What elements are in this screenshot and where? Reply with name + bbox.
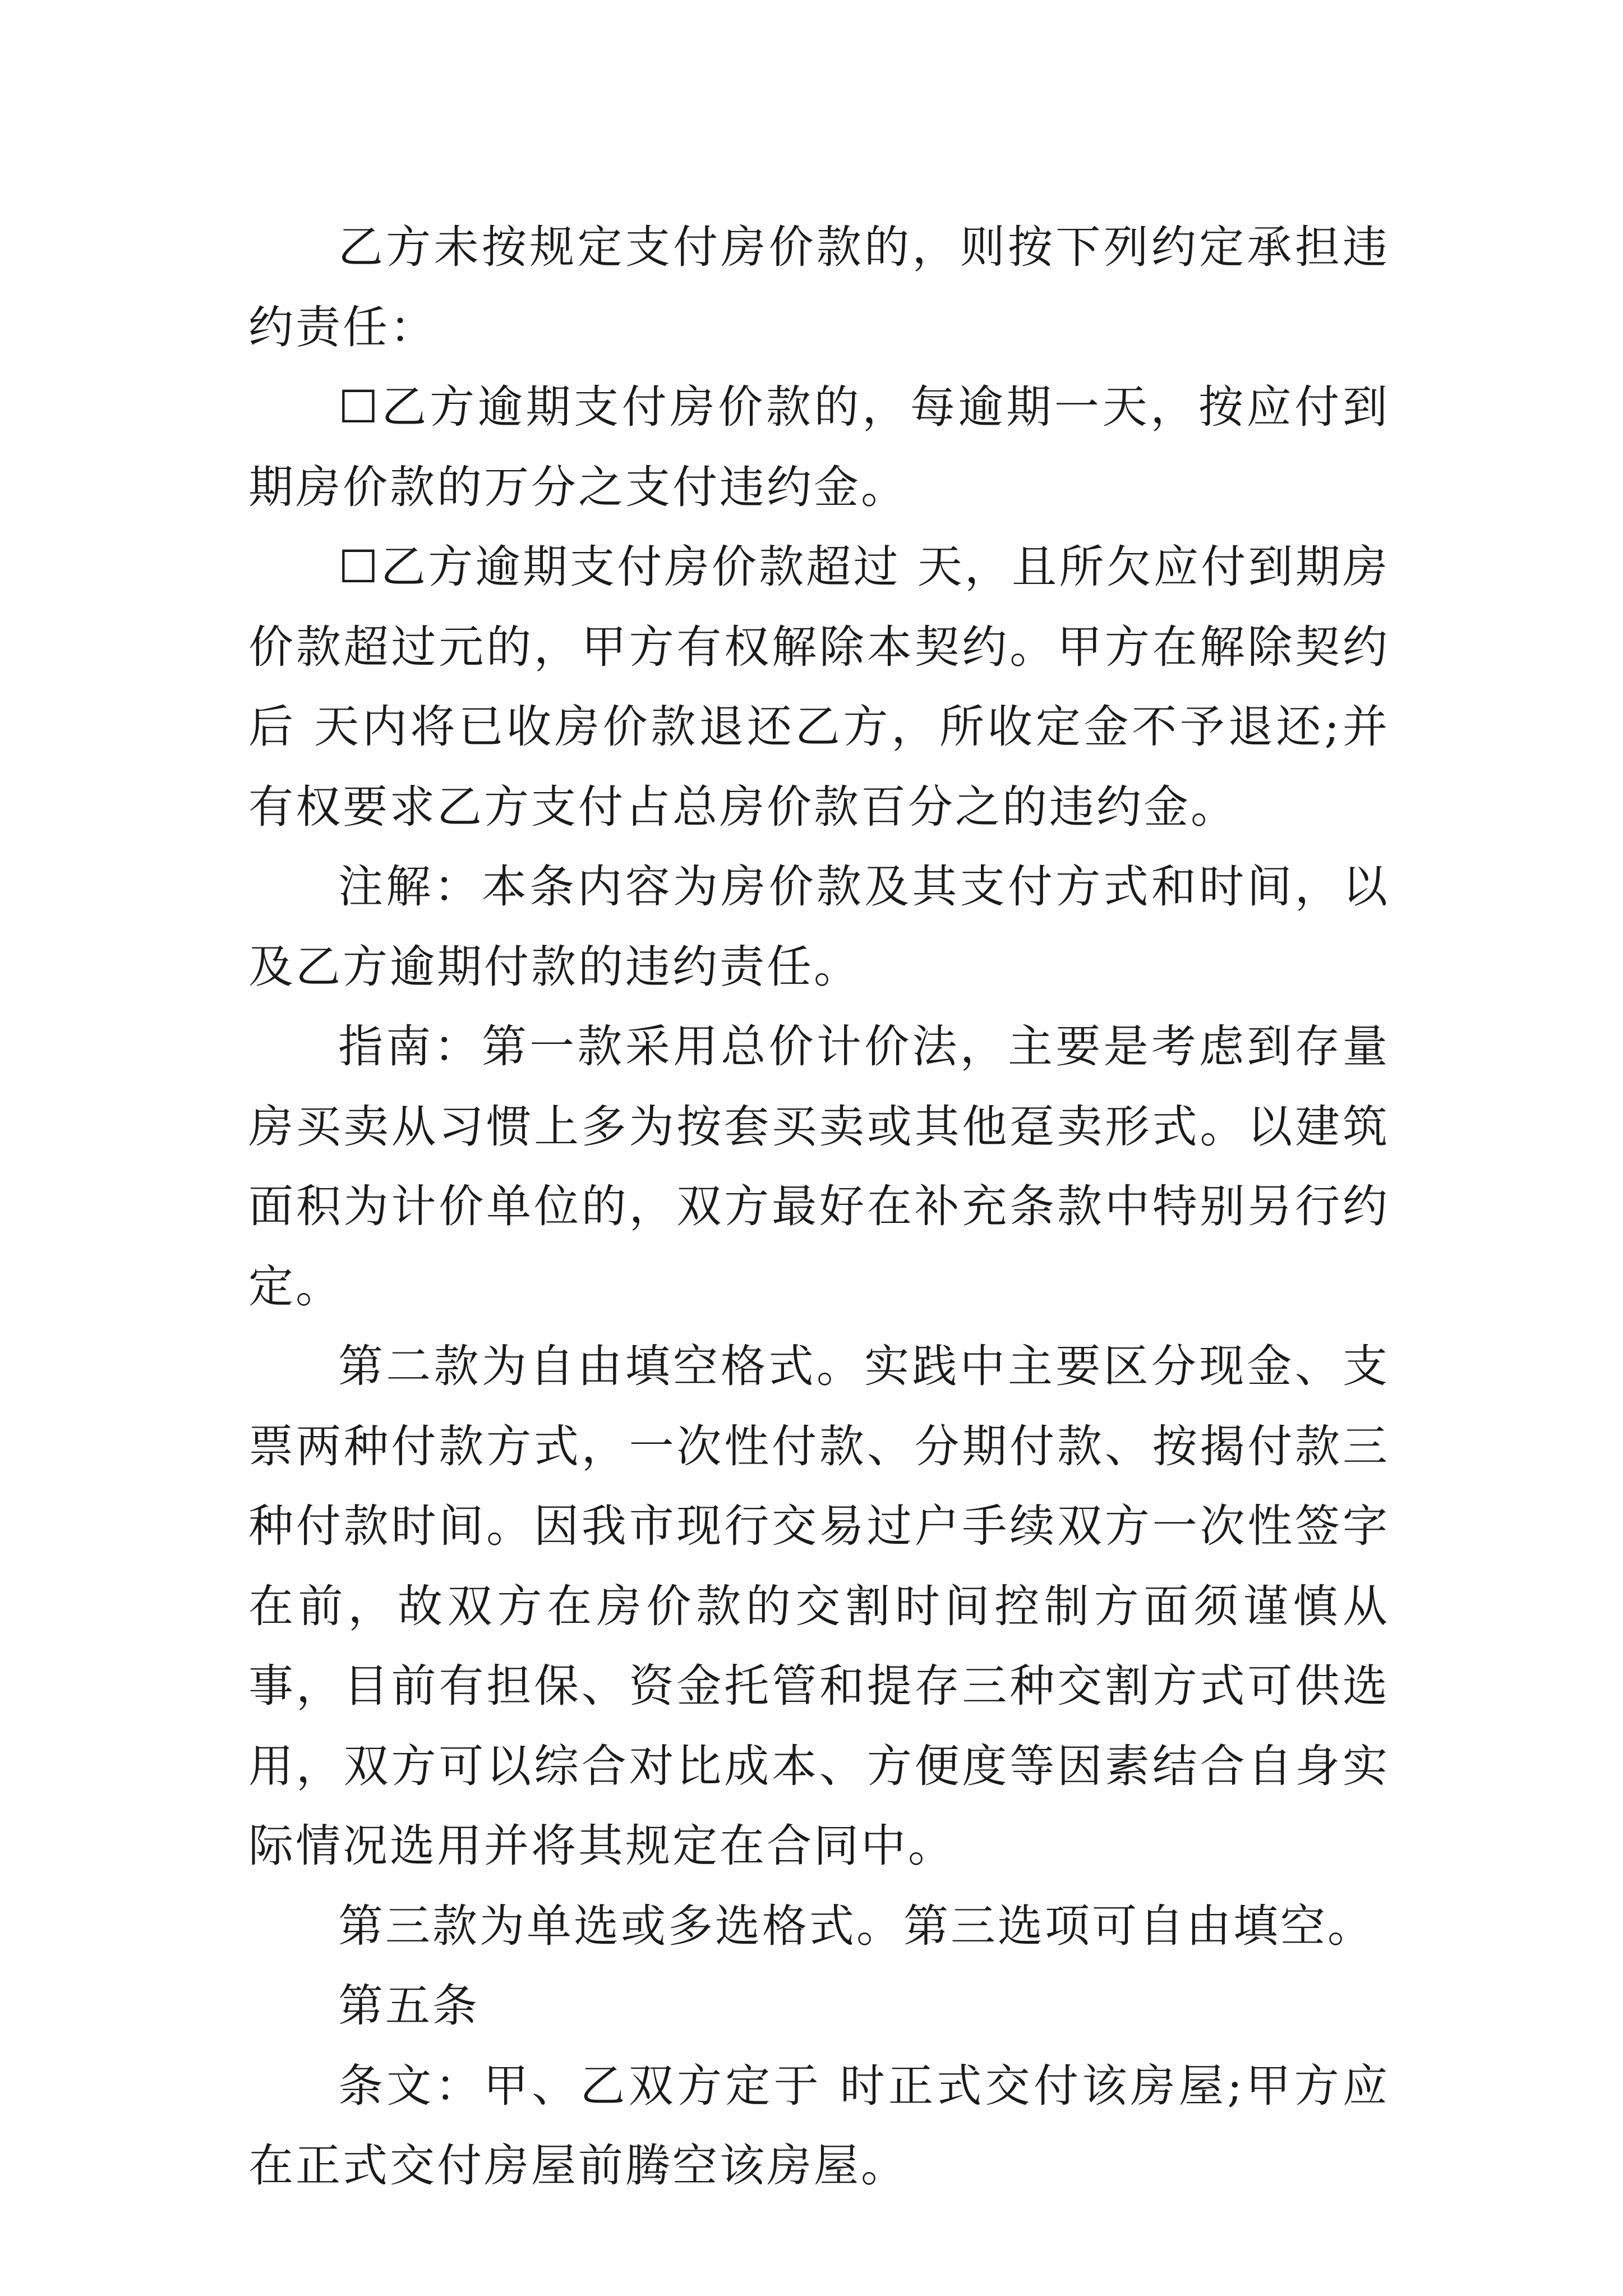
paragraph-option-daily-penalty: ☐乙方逾期支付房价款的，每逾期一天，按应付到期房价款的万分之支付违约金。: [248, 381, 1390, 513]
paragraph-annotation: 注解：本条内容为房价款及其支付方式和时间，以及乙方逾期付款的违约责任。: [248, 861, 1390, 993]
document-body: [248, 208, 1390, 2206]
paragraph-article-text: 条文：甲、乙双方定于 时正式交付该房屋;甲方应在正式交付房屋前腾空该房屋。: [248, 2059, 1390, 2192]
paragraph-guide-third-clause: 第三款为单选或多选格式。第三选项可自由填空。: [338, 1899, 1375, 1952]
paragraph-breach-liability-intro: 乙方未按规定支付房价款的，则按下列约定承担违约责任：: [248, 221, 1390, 353]
article-heading: 第五条: [338, 1980, 479, 2032]
paragraph-option-termination: ☐乙方逾期支付房价款超过 天，且所欠应付到期房价款超过元的，甲方有权解除本契约。甲方在解除契约后 天内将已收房价款退还乙方，所收定金不予退还;并有权要求乙方支付占总房价款百分之的违约金。: [248, 541, 1390, 833]
paragraph-guide-first-clause: 指南：第一款采用总价计价法，主要是考虑到存量房买卖从习惯上多为按套买卖或其他趸卖形式。以建筑面积为计价单位的，双方最好在补充条款中特别另行约定。: [248, 1020, 1390, 1313]
paragraph-guide-second-clause: 第二款为自由填空格式。实践中主要区分现金、支票两种付款方式，一次性付款、分期付款、按揭付款三种付款时间。因我市现行交易过户手续双方一次性签字在前，故双方在房价款的交割时间控制方面须谨慎从事，目前有担保、资金托管和提存三种交割方式可供选用，双方可以综合对比成本、方便度等因素结合自身实际情况选用并将其规定在合同中。: [248, 1340, 1390, 1872]
